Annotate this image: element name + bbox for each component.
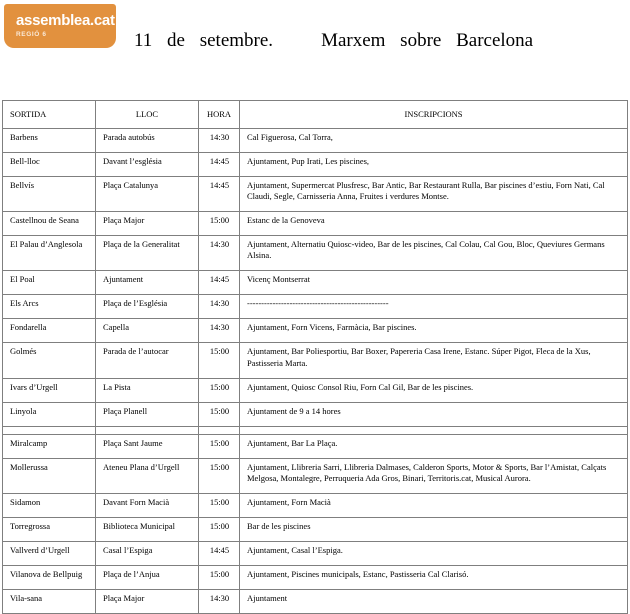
table-row xyxy=(3,271,628,295)
cell-lloc: Plaça Major xyxy=(96,212,199,236)
cell-hora: 15:00 xyxy=(199,517,240,541)
cell-sortida: Bell-lloc xyxy=(3,153,96,177)
cell-lloc: Ajuntament xyxy=(96,271,199,295)
table-row xyxy=(3,517,628,541)
assemblea-logo xyxy=(4,4,116,48)
cell-hora: 15:00 xyxy=(199,458,240,493)
cell-hora: 15:00 xyxy=(199,493,240,517)
cell-sortida: Golmés xyxy=(3,343,96,378)
cell-sortida: El Poal xyxy=(3,271,96,295)
cell-lloc: Davant Forn Macià xyxy=(96,493,199,517)
cell-hora: 15:00 xyxy=(199,343,240,378)
cell-lloc: Capella xyxy=(96,319,199,343)
cell-lloc: Parada de l’autocar xyxy=(96,343,199,378)
table-row xyxy=(3,402,628,426)
cell-hora: 15:00 xyxy=(199,434,240,458)
cell-lloc: La Pista xyxy=(96,378,199,402)
column-header-lloc: LLOC xyxy=(96,101,199,129)
cell-hora: 14:30 xyxy=(199,589,240,613)
table-row xyxy=(3,378,628,402)
cell-sortida: Bellvís xyxy=(3,177,96,212)
logo-brand-text: assemblea.cat xyxy=(16,12,115,29)
cell-inscripcions: Ajuntament, Casal l’Espiga. xyxy=(240,541,628,565)
table-row xyxy=(3,129,628,153)
table-row xyxy=(3,236,628,271)
cell-inscripcions: Bar de les piscines xyxy=(240,517,628,541)
cell-sortida: Vallverd d’Urgell xyxy=(3,541,96,565)
cell-sortida: Torregrossa xyxy=(3,517,96,541)
cell-sortida: Els Arcs xyxy=(3,295,96,319)
cell-hora: 14:45 xyxy=(199,541,240,565)
cell-sortida: Miralcamp xyxy=(3,434,96,458)
table-row xyxy=(3,434,628,458)
cell-inscripcions: Estanc de la Genoveva xyxy=(240,212,628,236)
cell-lloc: Ateneu Plana d’Urgell xyxy=(96,458,199,493)
cell-lloc xyxy=(96,426,199,434)
cell-hora: 14:45 xyxy=(199,177,240,212)
cell-inscripcions: Ajuntament, Llibreria Sarri, Llibreria Dalmases, Calderon Sports, Motor & Sports, Bar l’Amistat, Calçats Melgosa, Montalegre, Perruqueria Ada Gros, Binari, Territoris.cat, Musical Aurora. xyxy=(240,458,628,493)
cell-lloc: Parada autobús xyxy=(96,129,199,153)
cell-lloc: Plaça Planell xyxy=(96,402,199,426)
column-header-inscripcions: INSCRIPCIONS xyxy=(240,101,628,129)
cell-inscripcions: Vicenç Montserrat xyxy=(240,271,628,295)
cell-sortida: Barbens xyxy=(3,129,96,153)
table-row xyxy=(3,565,628,589)
table-row xyxy=(3,343,628,378)
cell-hora: 14:30 xyxy=(199,319,240,343)
cell-inscripcions: Ajuntament, Forn Macià xyxy=(240,493,628,517)
cell-inscripcions: Ajuntament, Alternatiu Quiosc-video, Bar de les piscines, Cal Colau, Cal Gou, Bloc, Queviures Germans Alsina. xyxy=(240,236,628,271)
cell-hora: 14:30 xyxy=(199,295,240,319)
document-header xyxy=(0,0,630,100)
table-row xyxy=(3,541,628,565)
cell-hora: 14:45 xyxy=(199,153,240,177)
cell-lloc: Plaça Catalunya xyxy=(96,177,199,212)
cell-lloc: Davant l’església xyxy=(96,153,199,177)
cell-hora: 14:30 xyxy=(199,236,240,271)
cell-hora: 14:45 xyxy=(199,271,240,295)
table-row xyxy=(3,458,628,493)
title-slogan: Marxem sobre Barcelona xyxy=(321,30,534,51)
table-row xyxy=(3,493,628,517)
table-header-row xyxy=(3,101,628,129)
table-head xyxy=(3,101,628,129)
cell-hora: 15:00 xyxy=(199,378,240,402)
cell-sortida: Castellnou de Seana xyxy=(3,212,96,236)
schedule-table xyxy=(2,100,628,614)
cell-inscripcions xyxy=(240,426,628,434)
cell-hora: 15:00 xyxy=(199,212,240,236)
cell-sortida: El Palau d’Anglesola xyxy=(3,236,96,271)
cell-lloc: Plaça Major xyxy=(96,589,199,613)
cell-lloc: Casal l’Espiga xyxy=(96,541,199,565)
cell-sortida: Linyola xyxy=(3,402,96,426)
cell-inscripcions: Ajuntament, Bar La Plaça. xyxy=(240,434,628,458)
cell-lloc: Biblioteca Municipal xyxy=(96,517,199,541)
cell-sortida: Vilanova de Bellpuig xyxy=(3,565,96,589)
cell-sortida: Sidamon xyxy=(3,493,96,517)
table-row xyxy=(3,212,628,236)
cell-inscripcions: Ajuntament, Quiosc Consol Riu, Forn Cal Gil, Bar de les piscines. xyxy=(240,378,628,402)
cell-hora xyxy=(199,426,240,434)
cell-inscripcions: Ajuntament, Pup Irati, Les piscines, xyxy=(240,153,628,177)
cell-inscripcions: Ajuntament xyxy=(240,589,628,613)
cell-inscripcions: Ajuntament, Piscines municipals, Estanc, Pastisseria Cal Clarisó. xyxy=(240,565,628,589)
table-row xyxy=(3,177,628,212)
cell-sortida xyxy=(3,426,96,434)
cell-inscripcions: Ajuntament, Supermercat Plusfresc, Bar Antic, Bar Restaurant Rulla, Bar piscines d’estiu, Forn Nati, Cal Claudi, Segle, Carnisseria Anna, Fruites i verdures Montse. xyxy=(240,177,628,212)
cell-inscripcions: -------------------------------------------------- xyxy=(240,295,628,319)
cell-inscripcions: Ajuntament de 9 a 14 hores xyxy=(240,402,628,426)
cell-sortida: Fondarella xyxy=(3,319,96,343)
table-row xyxy=(3,153,628,177)
table-body xyxy=(3,129,628,614)
table-row xyxy=(3,295,628,319)
cell-lloc: Plaça de la Generalitat xyxy=(96,236,199,271)
cell-sortida: Ivars d’Urgell xyxy=(3,378,96,402)
cell-inscripcions: Ajuntament, Bar Poliesportiu, Bar Boxer, Papereria Casa Irene, Estanc. Súper Pigot, Fleca de la Xus, Pastisseria Marta. xyxy=(240,343,628,378)
column-header-sortida: SORTIDA xyxy=(3,101,96,129)
cell-lloc: Plaça Sant Jaume xyxy=(96,434,199,458)
cell-sortida: Vila-sana xyxy=(3,589,96,613)
cell-inscripcions: Ajuntament, Forn Vicens, Farmàcia, Bar piscines. xyxy=(240,319,628,343)
logo-region-text: REGIÓ 6 xyxy=(16,31,47,38)
cell-hora: 15:00 xyxy=(199,402,240,426)
cell-hora: 15:00 xyxy=(199,565,240,589)
cell-sortida: Mollerussa xyxy=(3,458,96,493)
table-row xyxy=(3,319,628,343)
cell-hora: 14:30 xyxy=(199,129,240,153)
page-title xyxy=(134,30,533,52)
table-row xyxy=(3,589,628,613)
title-date: 11 de setembre. xyxy=(134,30,274,51)
cell-lloc: Plaça de l’Anjua xyxy=(96,565,199,589)
table-row xyxy=(3,426,628,434)
cell-inscripcions: Cal Figuerosa, Cal Torra, xyxy=(240,129,628,153)
column-header-hora: HORA xyxy=(199,101,240,129)
cell-lloc: Plaça de l’Església xyxy=(96,295,199,319)
